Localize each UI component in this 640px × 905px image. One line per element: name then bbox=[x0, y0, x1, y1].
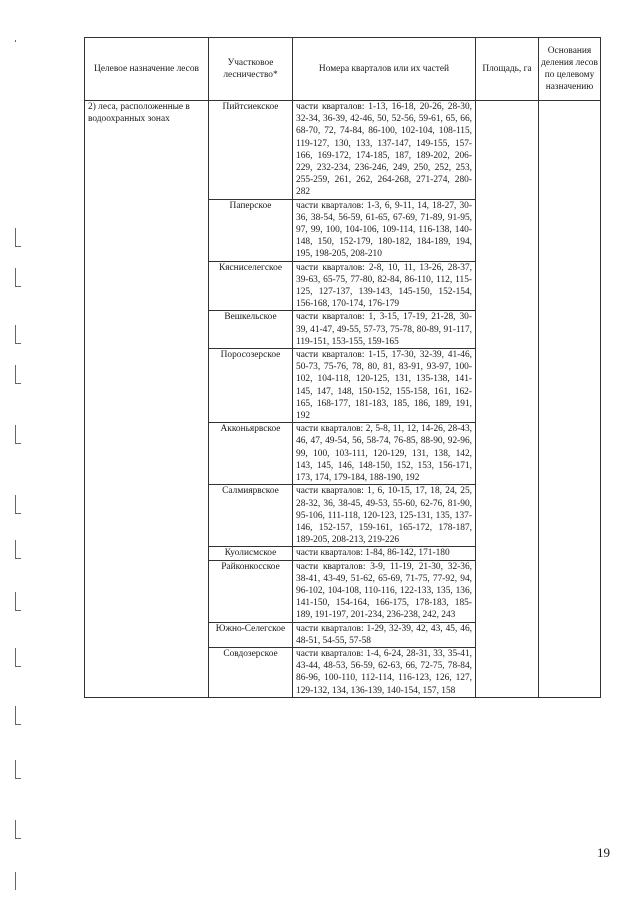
scan-margin-mark bbox=[15, 425, 16, 443]
scan-margin-mark bbox=[15, 820, 16, 838]
scan-margin-mark bbox=[15, 40, 16, 42]
quarter-numbers: части кварталов: 2, 5-8, 11, 12, 14-26, 28-43, 46, 47, 49-54, 56, 58-74, 76-85, 88-90, 92-96, 99, 100, 103-111, 120-129, 131, 138, 142, 143, 145, 146, 148-150, 152, 153, 156-171, 173, 174, 179-184, 188-190, 192 bbox=[293, 423, 476, 485]
scan-margin-tick bbox=[15, 513, 21, 514]
quarter-numbers: части кварталов: 1-15, 17-30, 32-39, 41-46, 50-73, 75-76, 78, 80, 81, 83-91, 93-97, 100-102, 104-118, 120-125, 131, 135-138, 141-145, 147, 148, 150-152, 155-158, 161, 162-165, 168-177, 181-183, 185, 186, 189, 191, 192 bbox=[293, 349, 476, 423]
scan-margin-mark bbox=[15, 706, 16, 724]
forest-purpose-table bbox=[84, 37, 601, 698]
subforest-name: Пийтсиекское bbox=[209, 101, 293, 200]
header-quarters: Номера кварталов или их частей bbox=[293, 38, 476, 101]
page-number: 19 bbox=[597, 845, 610, 860]
scan-margin-tick bbox=[15, 443, 21, 444]
scan-margin-tick bbox=[15, 724, 21, 725]
subforest-name: Совдозерское bbox=[209, 647, 293, 697]
scan-margin-mark bbox=[15, 365, 16, 383]
scan-margin-tick bbox=[15, 558, 21, 559]
basis-cell bbox=[539, 101, 601, 698]
subforest-name: Куолисмское bbox=[209, 547, 293, 560]
quarter-numbers: части кварталов: 1, 3-15, 17-19, 21-28, 30-39, 41-47, 49-55, 57-73, 75-78, 80-89, 91-117, 119-151, 153-155, 159-165 bbox=[293, 311, 476, 349]
scan-margin-tick bbox=[15, 778, 21, 779]
quarter-numbers: части кварталов: 1-29, 32-39, 42, 43, 45, 46, 48-51, 54-55, 57-58 bbox=[293, 622, 476, 647]
header-area: Площадь, га bbox=[476, 38, 539, 101]
scan-margin-tick bbox=[15, 246, 21, 247]
quarter-numbers: части кварталов: 3-9, 11-19, 21-30, 32-36, 38-41, 43-49, 51-62, 65-69, 71-75, 77-92, 94, 96-102, 104-108, 110-116, 122-133, 135, 136, 141-150, 154-164, 166-175, 178-183, 185-189, 191-197, 201-234, 236-238, 242, 243 bbox=[293, 560, 476, 622]
table-row bbox=[85, 101, 601, 200]
subforest-name: Салмиярвское bbox=[209, 485, 293, 547]
scan-margin-mark bbox=[15, 495, 16, 513]
subforest-name: Поросозерское bbox=[209, 349, 293, 423]
quarter-numbers: части кварталов: 1-3, 6, 9-11, 14, 18-27, 30-36, 38-54, 56-59, 61-65, 67-69, 71-89, 91-95, 97, 99, 100, 104-106, 109-114, 116-138, 140-148, 150, 152-179, 180-182, 184-189, 194, 195, 198-205, 208-210 bbox=[293, 199, 476, 261]
subforest-name: Вешкельское bbox=[209, 311, 293, 349]
subforest-name: Паперское bbox=[209, 199, 293, 261]
subforest-name: Кясниселегское bbox=[209, 261, 293, 311]
quarter-numbers: части кварталов: 1-4, 6-24, 28-31, 33, 35-41, 43-44, 48-53, 56-59, 62-63, 66, 72-75, 78-84, 86-96, 100-110, 112-114, 116-123, 126, 127, 129-132, 134, 136-139, 140-154, 157, 158 bbox=[293, 647, 476, 697]
scan-margin-mark bbox=[15, 648, 16, 666]
scan-margin-tick bbox=[15, 666, 21, 667]
quarter-numbers: части кварталов: 1, 6, 10-15, 17, 18, 24, 25, 28-32, 36, 38-45, 49-53, 55-60, 62-76, 81-90, 95-106, 111-118, 120-123, 125-131, 135, 137-146, 152-157, 159-161, 165-172, 178-187, 189-205, 208-213, 219-226 bbox=[293, 485, 476, 547]
scan-margin-mark bbox=[15, 592, 16, 610]
scan-margin-tick bbox=[15, 286, 21, 287]
scan-margin-tick bbox=[15, 610, 21, 611]
scan-margin-tick bbox=[15, 383, 21, 384]
subforest-name: Акконьярвское bbox=[209, 423, 293, 485]
scan-margin-mark bbox=[15, 228, 16, 246]
scan-margin-mark bbox=[15, 268, 16, 286]
quarter-numbers: части кварталов: 1-13, 16-18, 20-26, 28-30, 32-34, 36-39, 42-46, 50, 52-56, 59-61, 65, 66, 68-70, 72, 74-84, 86-100, 102-104, 108-115, 119-127, 130, 133, 137-147, 149-155, 157-166, 169-172, 174-185, 187, 189-202, 206-229, 232-234, 236-246, 249, 250, 252, 253, 255-259, 261, 262, 264-268, 271-274, 280-282 bbox=[293, 101, 476, 200]
subforest-name: Райконкосское bbox=[209, 560, 293, 622]
header-basis: Основания деления лесов по целевому назначению bbox=[539, 38, 601, 101]
scan-margin-tick bbox=[15, 343, 21, 344]
subforest-name: Южно-Селегское bbox=[209, 622, 293, 647]
scan-margin-mark bbox=[15, 540, 16, 558]
quarter-numbers: части кварталов: 1-84, 86-142, 171-180 bbox=[293, 547, 476, 560]
header-subforest: Участковое лесничество* bbox=[209, 38, 293, 101]
header-purpose: Целевое назначение лесов bbox=[85, 38, 209, 101]
quarter-numbers: части кварталов: 2-8, 10, 11, 13-26, 28-37, 39-63, 65-75, 77-80, 82-84, 86-110, 112, 115-125, 127-137, 139-143, 145-150, 152-154, 156-168, 170-174, 176-179 bbox=[293, 261, 476, 311]
scan-margin-mark bbox=[15, 872, 16, 890]
area-cell bbox=[476, 101, 539, 698]
table-header-row bbox=[85, 38, 601, 101]
scan-margin-mark bbox=[15, 760, 16, 778]
purpose-cell: 2) леса, расположенные в водоохранных зонах bbox=[85, 101, 209, 698]
scan-margin-tick bbox=[15, 838, 21, 839]
scan-margin-mark bbox=[15, 325, 16, 343]
